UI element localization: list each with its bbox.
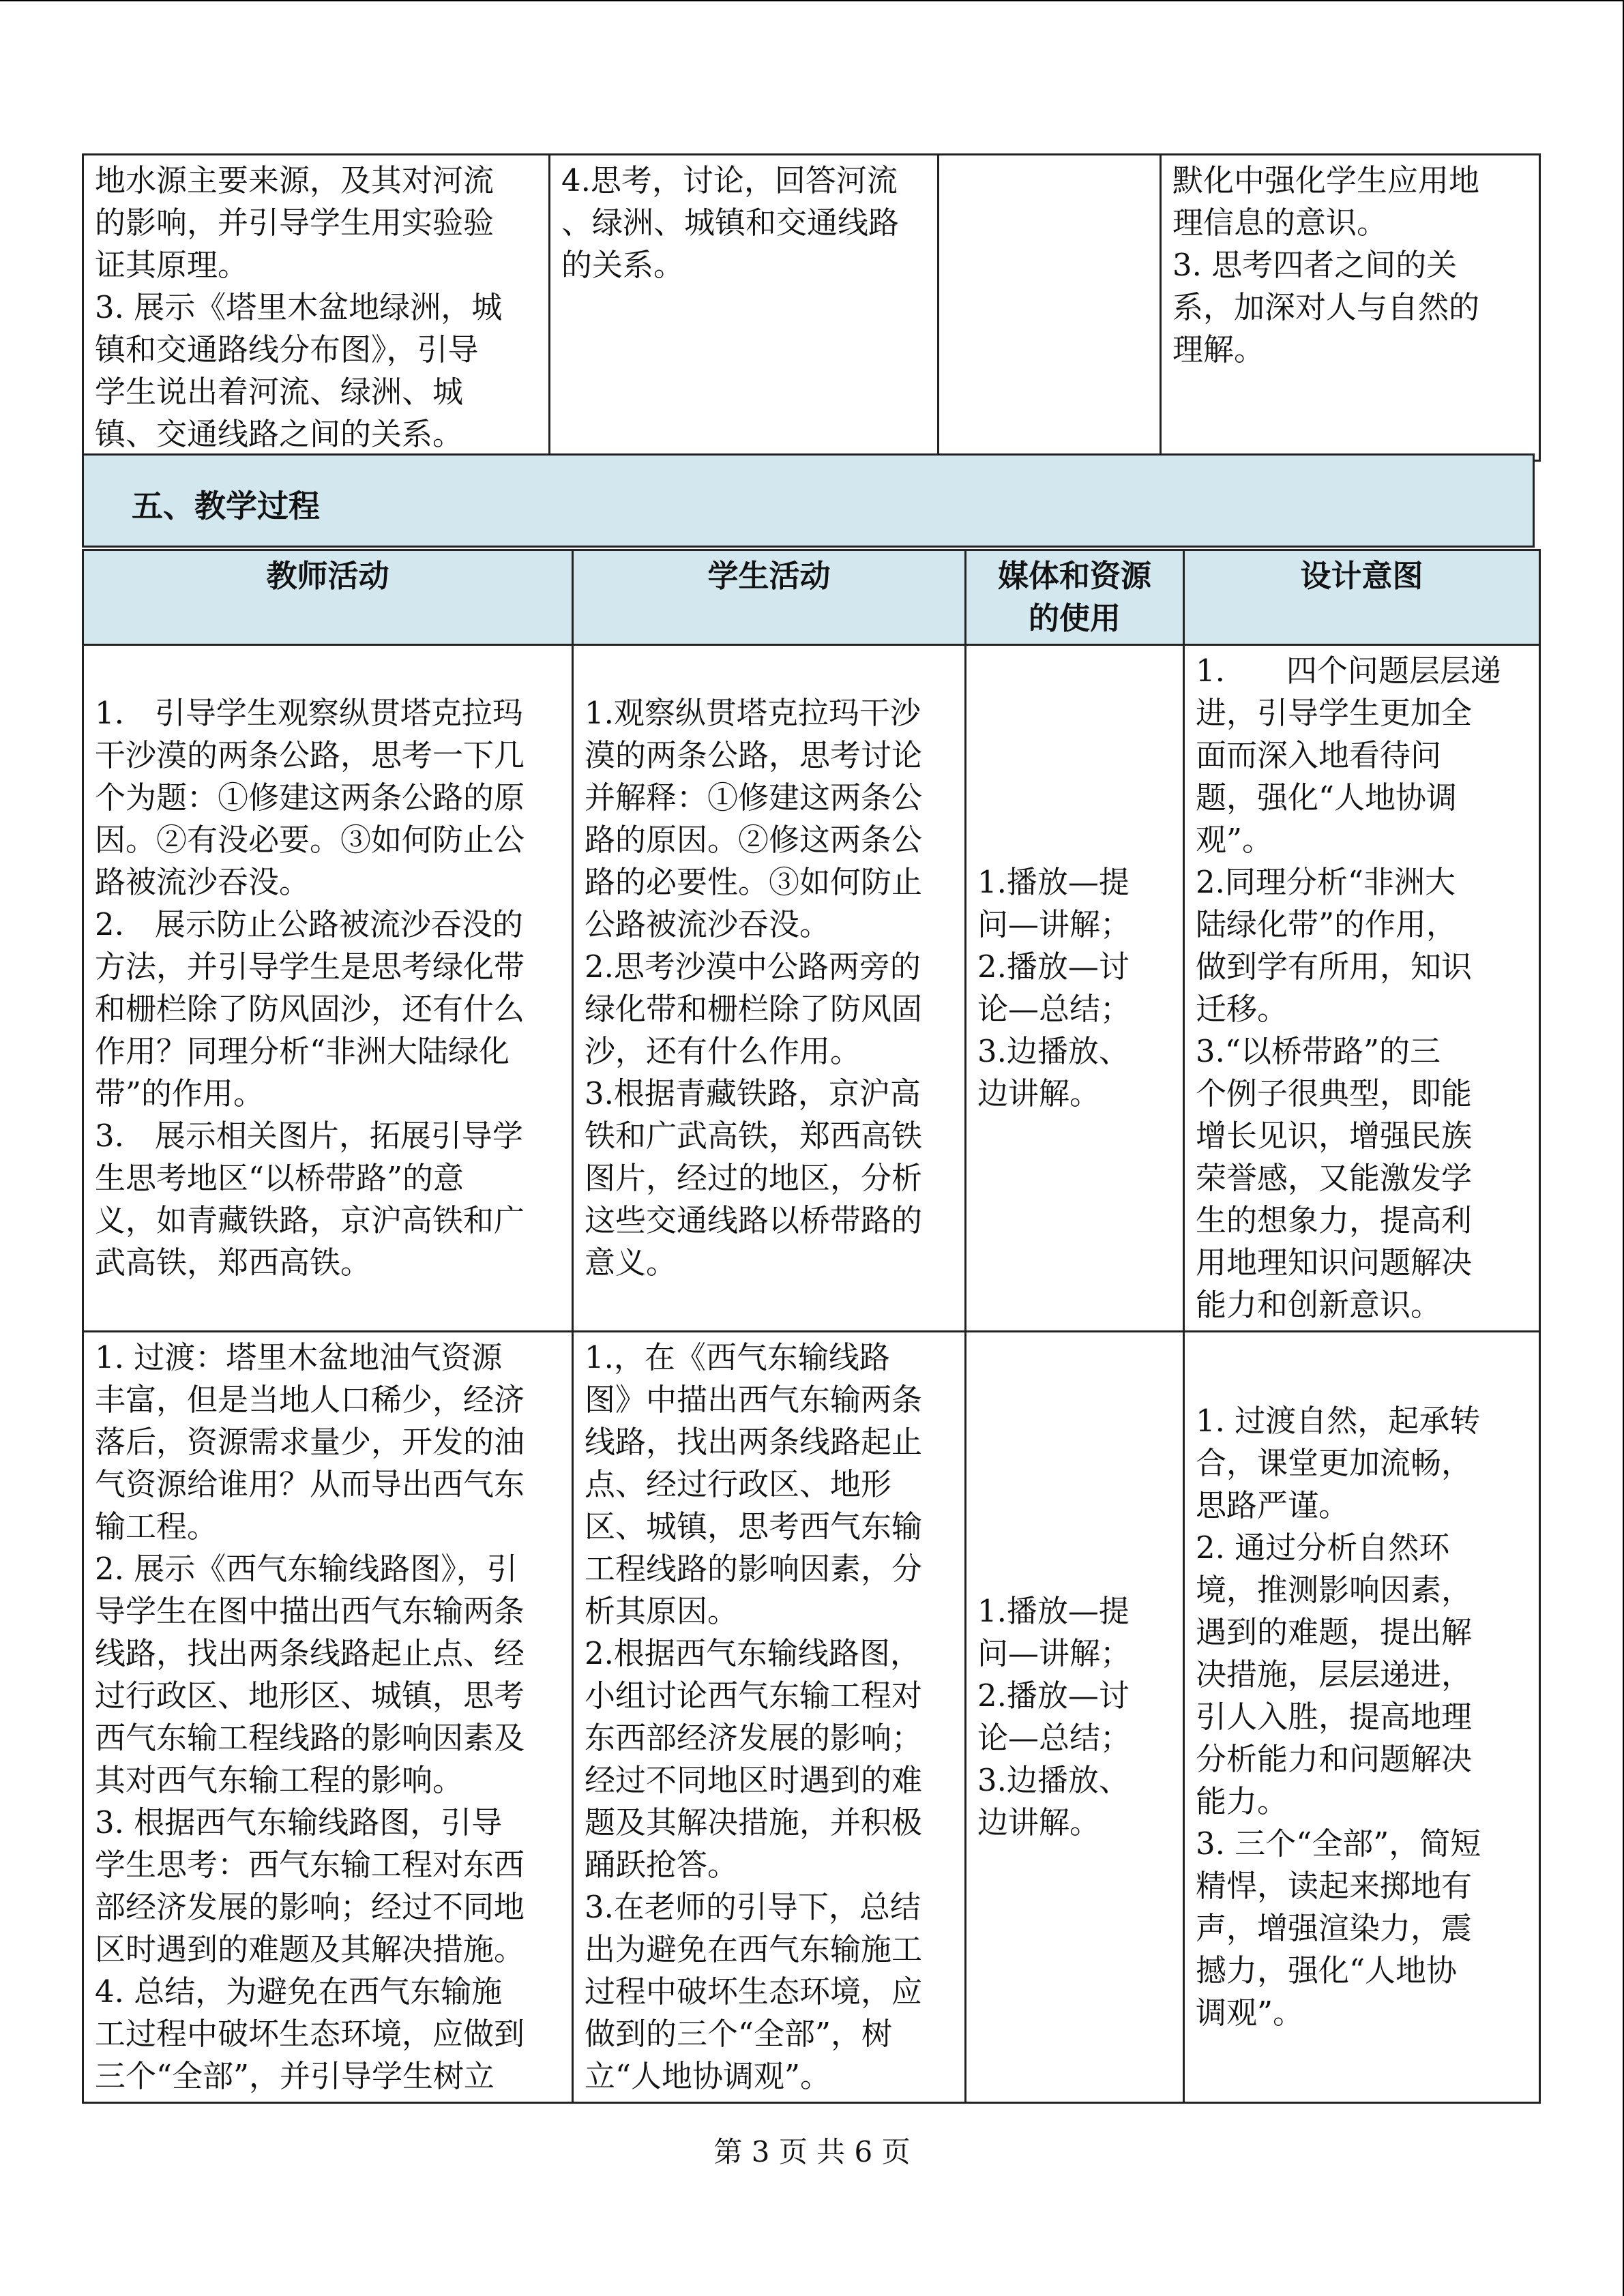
text-line: 这些交通线路以桥带路的 [585,1202,923,1238]
text-line: 2.同理分析“非洲大 [1196,864,1456,900]
text-line: 学生说出着河流、绿洲、城 [95,374,464,410]
text-line: 1.，在《西气东输线路 [585,1339,890,1375]
text-line: 论—总结； [977,1720,1132,1756]
text-line: 精悍，读起来掷地有 [1196,1868,1473,1904]
text-line: 3.在老师的引导下，总结 [585,1889,921,1925]
text-line: 证其原理。 [95,247,249,283]
text-line: 问—讲解； [977,906,1132,942]
text-line: 因。②有没必要。③如何防止公 [95,822,525,858]
text-line: 区时遇到的难题及其解决措施。 [95,1931,525,1967]
text-line: 问—讲解； [977,1635,1132,1671]
continued-media-cell [939,155,1161,461]
text-line: 3. 根据西气东输线路图，引导 [95,1804,503,1840]
section-title: 五、教学过程 [132,488,320,524]
text-line: 并解释：①修建这两条公 [585,779,923,816]
text-line: 1. 过渡自然，起承转 [1196,1403,1481,1439]
text-line: 区、城镇，思考西气东输 [585,1508,923,1545]
text-line: 气资源给谁用？从而导出西气东 [95,1466,525,1502]
text-line: 3. 展示相关图片，拓展引导学 [95,1118,523,1154]
text-line: 过程中破坏生态环境，应 [585,1973,923,2010]
text-line: 立“人地协调观”。 [585,2058,831,2094]
text-line: 理信息的意识。 [1172,205,1388,241]
text-line: 落后，资源需求量少，开发的油 [95,1424,525,1460]
text-line: 线路，找出两条线路起止 [585,1424,923,1460]
text-line: 面而深入地看待问 [1196,737,1442,773]
text-line: 析其原因。 [585,1593,739,1629]
text-line: 个例子很典型，即能 [1196,1075,1473,1112]
row1-teacher-cell [83,645,573,1332]
header-student-activity: 学生活动 [573,550,966,645]
text-line: 生思考地区“以桥带路”的意 [95,1160,464,1196]
text-line: 4.思考，讨论，回答河流 [561,162,898,198]
text-line: 带”的作用。 [95,1075,265,1112]
text-line: 边讲解。 [977,1075,1101,1112]
text-line: 边讲解。 [977,1804,1101,1840]
text-line: 迁移。 [1196,991,1288,1027]
text-line: 2. 展示《西气东输线路图》，引 [95,1551,518,1587]
text-line: 2.播放—讨 [977,949,1130,985]
text-line: 工程线路的影响因素，分 [585,1551,923,1587]
text-line: 绿化带和栅栏除了防风固 [585,991,923,1027]
text-line: 做到的三个“全部”，树 [585,2016,893,2052]
continued-table [82,153,1541,462]
text-line: 进，引导学生更加全 [1196,695,1473,731]
row2-media-cell [966,1332,1184,2103]
text-line: 小组讨论西气东输工程对 [585,1678,923,1714]
text-line: 4. 总结，为避免在西气东输施 [95,1973,503,2010]
text-line: 合，课堂更加流畅， [1196,1445,1473,1481]
text-line: 3.根据青藏铁路，京沪高 [585,1075,921,1112]
text-line: 能力。 [1196,1783,1288,1819]
header-teacher-activity: 教师活动 [83,550,573,645]
text-line: 1.播放—提 [977,864,1130,900]
text-line: 方法，并引导学生是思考绿化带 [95,949,525,985]
text-line: 公路被流沙吞没。 [585,906,831,942]
table-row [83,645,1540,1332]
text-line: 增长见识，增强民族 [1196,1118,1473,1154]
table-row [83,1332,1540,2103]
text-line: 导学生在图中描出西气东输两条 [95,1593,525,1629]
text-line: 撼力，强化“人地协 [1196,1952,1458,1988]
header-media-line2: 的使用 [1028,600,1121,636]
row2-teacher-cell [83,1332,573,2103]
text-line: 意义。 [585,1244,677,1281]
row2-student-cell [573,1332,966,2103]
text-line: 2.播放—讨 [977,1678,1130,1714]
text-line: 铁和广武高铁，郑西高铁 [585,1118,923,1154]
text-line: 路被流沙吞没。 [95,864,310,900]
text-line: 3.“以桥带路”的三 [1196,1033,1441,1069]
text-line: 其对西气东输工程的影响。 [95,1762,464,1798]
text-line: 3.边播放、 [977,1033,1130,1069]
text-line: 遇到的难题，提出解 [1196,1614,1473,1650]
continued-intent-cell [1161,155,1540,461]
header-media-line1: 媒体和资源 [997,558,1151,594]
text-line: 干沙漠的两条公路，思考一下几 [95,737,525,773]
row1-media-cell [966,645,1184,1332]
text-line: 题及其解决措施，并积极 [585,1804,923,1840]
text-line: 东西部经济发展的影响； [585,1720,923,1756]
text-line: 3. 思考四者之间的关 [1172,247,1458,283]
text-line: 西气东输工程线路的影响因素及 [95,1720,525,1756]
teaching-process-table [82,549,1541,2104]
text-line: 地水源主要来源，及其对河流 [95,162,494,198]
row2-intent-cell [1184,1332,1540,2103]
text-line: 丰富，但是当地人口稀少，经济 [95,1382,525,1418]
text-line: 1.播放—提 [977,1593,1130,1629]
text-line: 题，强化“人地协调 [1196,779,1458,816]
text-line: 默化中强化学生应用地 [1172,162,1480,198]
text-line: 3. 三个“全部”，简短 [1196,1825,1481,1862]
text-line: 沙，还有什么作用。 [585,1033,861,1069]
table-header-row [83,550,1540,645]
text-line: 图片，经过的地区，分析 [585,1160,923,1196]
page-footer: 第 3 页 共 6 页 [713,2135,911,2168]
text-line: 1. 四个问题层层递 [1196,653,1501,689]
text-line: 和栅栏除了防风固沙，还有什么 [95,991,525,1027]
text-line: 图》中描出西气东输两条 [585,1382,923,1418]
text-line: 镇、交通线路之间的关系。 [95,416,464,452]
text-line: 个为题：①修建这两条公路的原 [95,779,525,816]
text-line: 工过程中破坏生态环境，应做到 [95,2016,525,2052]
text-line: 作用？同理分析“非洲大陆绿化 [95,1033,510,1069]
text-line: 义，如青藏铁路，京沪高铁和广 [95,1202,525,1238]
text-line: 思路严谨。 [1196,1487,1350,1523]
continued-teacher-cell [83,155,550,461]
continued-student-cell [550,155,939,461]
text-line: 漠的两条公路，思考讨论 [585,737,923,773]
text-line: 3.边播放、 [977,1762,1130,1798]
text-line: 决措施，层层递进， [1196,1656,1473,1693]
text-line: 路的必要性。③如何防止 [585,864,923,900]
text-line: 输工程。 [95,1508,218,1545]
text-line: 2. 展示防止公路被流沙吞没的 [95,906,523,942]
text-line: 的影响，并引导学生用实验验 [95,205,494,241]
text-line: 1. 引导学生观察纵贯塔克拉玛 [95,695,523,731]
text-line: 理解。 [1172,331,1265,368]
text-line: 能力和创新意识。 [1196,1287,1442,1323]
text-line: 学生思考：西气东输工程对东西 [95,1847,525,1883]
text-line: 镇和交通路线分布图》，引导 [95,331,479,368]
text-line: 三个“全部”，并引导学生树立 [95,2058,495,2094]
header-design-intent: 设计意图 [1184,550,1540,645]
text-line: 观”。 [1196,822,1273,858]
header-media-usage [966,550,1184,645]
text-line: 路的原因。②修这两条公 [585,822,923,858]
text-line: 调观”。 [1196,1995,1304,2031]
section-heading [82,453,1535,548]
text-line: 部经济发展的影响；经过不同地 [95,1889,525,1925]
text-line: 出为避免在西气东输施工 [585,1931,923,1967]
text-line: 经过不同地区时遇到的难 [585,1762,923,1798]
text-line: 荣誉感，又能激发学 [1196,1160,1473,1196]
text-line: 境，推测影响因素， [1196,1572,1473,1608]
row1-student-cell [573,645,966,1332]
text-line: 、绿洲、城镇和交通线路 [561,205,900,241]
text-line: 点、经过行政区、地形 [585,1466,892,1502]
text-line: 2. 通过分析自然环 [1196,1530,1450,1566]
text-line: 引人入胜，提高地理 [1196,1699,1473,1735]
text-line: 分析能力和问题解决 [1196,1741,1473,1777]
text-line: 线路，找出两条线路起止点、经 [95,1635,525,1671]
text-line: 做到学有所用，知识 [1196,949,1473,985]
row1-intent-cell [1184,645,1540,1332]
text-line: 生的想象力，提高利 [1196,1202,1473,1238]
text-line: 论—总结； [977,991,1132,1027]
text-line: 过行政区、地形区、城镇，思考 [95,1678,525,1714]
text-line: 3. 展示《塔里木盆地绿洲，城 [95,289,503,325]
text-line: 踊跃抢答。 [585,1847,739,1883]
text-line: 2.思考沙漠中公路两旁的 [585,949,921,985]
text-line: 武高铁，郑西高铁。 [95,1244,372,1281]
text-line: 2.根据西气东输线路图， [585,1635,921,1671]
text-line: 系，加深对人与自然的 [1172,289,1480,325]
text-line: 1.观察纵贯塔克拉玛干沙 [585,695,921,731]
text-line: 陆绿化带”的作用， [1196,906,1458,942]
text-line: 的关系。 [561,247,685,283]
text-line: 用地理知识问题解决 [1196,1244,1473,1281]
text-line: 声，增强渲染力，震 [1196,1910,1473,1946]
text-line: 1. 过渡：塔里木盆地油气资源 [95,1339,503,1375]
